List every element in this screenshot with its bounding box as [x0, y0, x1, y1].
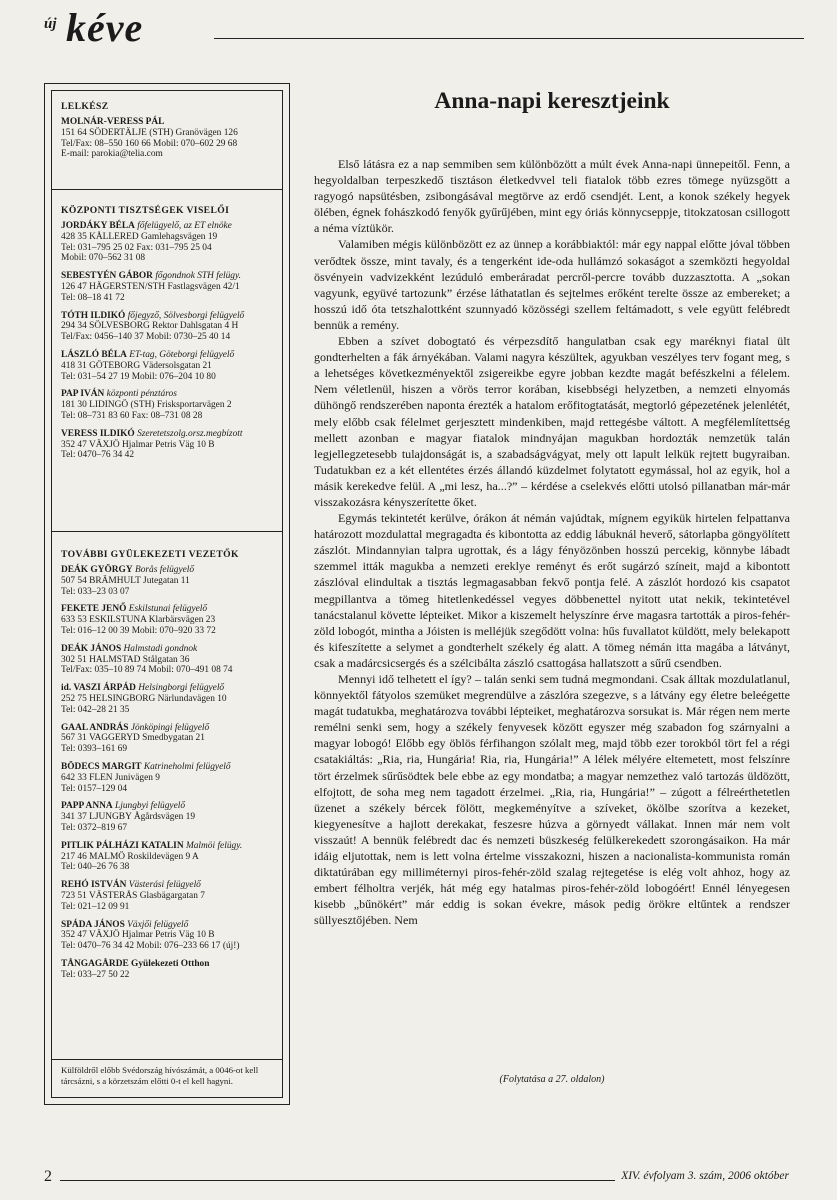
contact-line: Mobil: 070–562 31 08: [61, 253, 146, 264]
contact-role: ET-tag, Göteborgi felügyelő: [129, 349, 235, 360]
contact-entry: [61, 644, 282, 676]
pastor-line: 151 64 SÖDERTÄLJE (STH) Granövägen 126: [61, 127, 238, 138]
contact-entry: [61, 959, 282, 981]
issue-info: XIV. évfolyam 3. szám, 2006 október: [621, 1170, 789, 1182]
contact-name: BÖDECS MARGIT: [61, 761, 142, 772]
contact-line: Tel: 08–731 83 60 Fax: 08–731 08 28: [61, 410, 203, 421]
contact-line: Tel: 016–12 00 39 Mobil: 070–920 33 72: [61, 625, 216, 636]
contact-line: Tel: 0470–76 34 42 Mobil: 076–233 66 17 (új!): [61, 941, 240, 952]
contact-role: Szeretetszolg.orsz.megbízott: [137, 428, 243, 439]
contact-heading: [61, 311, 282, 322]
contact-name: SEBESTYÉN GÁBOR: [61, 271, 153, 282]
contact-line: 217 46 MALMÖ Roskildevägen 9 A: [61, 851, 199, 862]
contact-role: Katrineholmi felügyelő: [143, 761, 231, 772]
contact-entry: [61, 271, 282, 303]
contact-entry: [61, 683, 282, 715]
contact-line: 252 75 HELSINGBORG Närlundavägen 10: [61, 693, 227, 704]
pastor-section-title: LELKÉSZ: [61, 101, 109, 112]
article-paragraph: Mennyi idő telhetett el így? – talán senki sem tudná megmondani. Csak álltak mozdulatlanul, könnyektől fátyolos szemüket megrendülve a zászlóra szegezve, s a látvány egy életre beleégette magát tudatukba, meghatározva további lépteiket, meghatározva sorsukat is. Már régen nem merte remélni senki sem, hogy a székely fenyvesek között egyszer még szabadon fog szárnyalni a magyar lobogó! Előbb egy öblös férfihangon szólalt meg, majd több ezer torokból tört fel a régi csatakiáltás: „Ria, ria, Hungária! Ria, ria, Hungária!” A lélek mélyére eltemetett, most felszínre tört érzelmek sűrűsödtek bele ebbe az egy mondatba; a magyar nemzethez való tartozás üldözött, elfojtott, de soha meg nem tagadott érzelmei. „Ria, ria, Hungária!” – zúgott a félreérthetetlen üzenet a székely bércek fölött, megkeményítve a szíveket, ökölbe szorítva a kezeket, kiegyenesítve a hajlott derekakat, feszesre húzva a görnyedt vállakat. Innen már nem volt visszaút! A bennük felébredt dac és nemzeti büszkeség felülkerekedett szorongásaikon. Ha már idáig eljutottak, nem is lett volna értelme visszakozni, hiszen a nacionalista-kommunista román diktatúrában egy milliméternyi piros-fehér-zöld szalag rejtegetése is elég volt ahhoz, hogy az embert félholtra verjék, hát még egy hatalmas piros-fehér-zöld lobogóért! Ennél lényegesen kisebb „bűnökért” már eddig is sokan évekre, mások pedig örökre eltűntek a rendszer süllyesztőjében. Nem: [314, 672, 790, 928]
contact-line: Tel: 08–18 41 72: [61, 292, 125, 303]
contacts-sidebar-inner: [51, 90, 283, 1098]
contact-line: Tel: 042–28 21 35: [61, 704, 130, 715]
contact-name: TÅNGAGÅRDE Gyülekezeti Otthon: [61, 958, 210, 969]
contact-line: Tel: 0157–129 04: [61, 783, 128, 794]
pastor-entry: [61, 117, 282, 160]
contact-entry: [61, 565, 282, 597]
pastor-line: Tel/Fax: 08–550 160 66 Mobil: 070–602 29 68: [61, 138, 238, 149]
contact-role: főgondnok STH felügy.: [155, 271, 241, 282]
contact-name: PITLIK PÁLHÁZI KATALIN: [61, 840, 184, 851]
contact-name: LÁSZLÓ BÉLA: [61, 349, 127, 360]
dialing-note: Külföldről előbb Svédország hívószámát, a 0046-ot kell tárcsázni, s a körzetszám előtti 0-t el kell hagyni.: [61, 1065, 259, 1086]
contact-name: PAPP ANNA: [61, 801, 113, 812]
contact-role: Växjői felügyelő: [127, 919, 189, 930]
contact-role: Västerási felügyelő: [128, 880, 201, 891]
leaders-list: [52, 565, 282, 981]
section-divider: [52, 531, 282, 532]
contact-heading: [61, 565, 282, 576]
contact-line: 181 30 LIDINGÖ (STH) Frisksportarvägen 2: [61, 400, 232, 411]
pastor-section: [52, 101, 282, 167]
masthead: [44, 5, 804, 50]
contact-line: Tel: 033–23 03 07: [61, 586, 130, 597]
contact-name: TÓTH ILDIKÓ: [61, 310, 126, 321]
section-divider: [52, 1059, 282, 1060]
contact-role: Ljungbyi felügyelő: [115, 801, 186, 812]
contacts-sidebar: [44, 83, 290, 1105]
contact-heading: [61, 920, 282, 931]
central-section: [52, 205, 282, 468]
contact-heading: [61, 604, 282, 615]
contact-line: Tel: 033–27 50 22: [61, 969, 130, 980]
contact-line: 633 53 ESKILSTUNA Klarbärsvägen 23: [61, 615, 216, 626]
contact-heading: [61, 271, 282, 282]
masthead-rule: [214, 38, 804, 39]
contact-name: FEKETE JENŐ: [61, 604, 127, 615]
contact-heading: [61, 683, 282, 694]
contact-line: Tel: 0470–76 34 42: [61, 450, 135, 461]
contact-heading: [61, 841, 282, 852]
footer-rule: [60, 1180, 615, 1181]
masthead-small: új: [44, 16, 57, 32]
contact-heading: [61, 801, 282, 812]
contact-name: VERESS ILDIKÓ: [61, 428, 135, 439]
contact-line: 418 31 GÖTEBORG Vädersolsgatan 21: [61, 360, 212, 371]
leaders-section-title: TOVÁBBI GYÜLEKEZETI VEZETŐK: [61, 549, 239, 560]
contact-line: Tel: 031–54 27 19 Mobil: 076–204 10 80: [61, 371, 216, 382]
page-number: 2: [44, 1168, 52, 1185]
contact-line: 352 47 VÄXJÖ Hjalmar Petris Väg 10 B: [61, 930, 215, 941]
contact-role: főjegyző, Sölvesborgi felügyelő: [127, 310, 245, 321]
contact-heading: [61, 389, 282, 400]
contact-entry: [61, 350, 282, 382]
article-paragraph: Első látásra ez a nap semmiben sem különbözött a múlt évek Anna-napi ünnepeitől. Fenn, a hegyoldalban terpeszkedő tisztáson életkedvvel teli fiatalok több ezres tömege nyüzsgött a ragyogó napsütésben, zsibongásával megtörve az erdő csendjét. Lent, a konok székely hegyek ölében, égnek fohászkodó fenyők gyűrűjében, mint egy óriás könnycseppje, titokzatosan csillogott a néma víztükör.: [314, 157, 790, 236]
contact-entry: [61, 920, 282, 952]
contact-entry: [61, 762, 282, 794]
leaders-section: [52, 549, 282, 988]
contact-name: SPÁDA JÁNOS: [61, 919, 125, 930]
contact-heading: [61, 762, 282, 773]
contact-line: 294 34 SÖLVESBORG Rektor Dahlsgatan 4 H: [61, 321, 239, 332]
article-title: Anna-napi keresztjeink: [434, 88, 670, 114]
contact-line: Tel: 040–26 76 38: [61, 862, 130, 873]
contact-line: Tel: 031–795 25 02 Fax: 031–795 25 04: [61, 242, 212, 253]
contact-role: Borås felügyelő: [134, 565, 195, 575]
contact-role: Helsingborgi felügyelő: [138, 683, 225, 694]
contact-heading: [61, 350, 282, 361]
contact-line: Tel: 021–12 09 91: [61, 901, 130, 912]
contact-line: Tel/Fax: 0456–140 37 Mobil: 0730–25 40 14: [61, 332, 231, 343]
contact-line: Tel/Fax: 035–10 89 74 Mobil: 070–491 08 74: [61, 665, 233, 676]
central-list: [52, 221, 282, 461]
contact-entry: [61, 880, 282, 912]
contact-name: PAP IVÁN: [61, 389, 105, 400]
contact-line: 723 51 VÄSTERÅS Glasbägargatan 7: [61, 890, 205, 901]
contact-line: 642 33 FLEN Junivägen 9: [61, 772, 160, 783]
contact-heading: [61, 429, 282, 440]
contact-name: REHÓ ISTVÁN: [61, 880, 127, 891]
pastor-name: MOLNÁR-VERESS PÁL: [61, 117, 165, 127]
continuation-note: (Folytatása a 27. oldalon): [499, 1074, 605, 1085]
contact-line: 428 35 KÅLLERED Gamlehagsvägen 19: [61, 231, 218, 242]
contact-name: JORDÁKY BÉLA: [61, 221, 135, 231]
contact-heading: [61, 880, 282, 891]
contact-role: központi pénztáros: [106, 389, 177, 400]
contact-line: Tel: 0393–161 69: [61, 744, 128, 755]
contact-line: 341 37 LJUNGBY Ågårdsvägen 19: [61, 812, 196, 823]
contact-line: 567 31 VAGGERYD Smedbygatan 21: [61, 733, 205, 744]
contact-line: 352 47 VÄXJÖ Hjalmar Petris Väg 10 B: [61, 439, 215, 450]
contact-entry: [61, 841, 282, 873]
contact-line: 507 54 BRÄMHULT Jutegatan 11: [61, 575, 190, 586]
contact-role: Malmöi felügy.: [185, 840, 243, 851]
article-paragraph: Valamiben mégis különbözött ez az ünnep a korábbiaktól: már egy nappal előtte jóval többen verődtek össze, mint tavaly, és a tengerként ide-oda hullámzó sokaságot a szemközti hegyoldal ösvényein vadvizekként lezúduló emberáradat percről-percre tovább duzzasztotta. A „sokan vagyunk, együvé tartozunk” érzése láthatatlan és sejtelmes erőként terelte össze az embereket; a hosszú idő óta tetszhalottként szunnyadó közösségi szellem feltámadott, s vele együtt felébredt bennük a remény.: [314, 237, 790, 332]
pastor-line: E-mail: parokia@telia.com: [61, 149, 163, 160]
contact-entry: [61, 221, 282, 264]
article-body: [314, 156, 790, 929]
contact-heading: [61, 723, 282, 734]
contact-entry: [61, 311, 282, 343]
contact-entry: [61, 389, 282, 421]
contact-entry: [61, 801, 282, 833]
contact-line: 302 51 HALMSTAD Stålgatan 36: [61, 654, 190, 665]
contact-entry: [61, 604, 282, 636]
contact-name: id. VASZI ÁRPÁD: [61, 683, 136, 694]
contact-entry: [61, 723, 282, 755]
masthead-logo: kéve: [66, 5, 144, 50]
contact-entry: [61, 429, 282, 461]
contact-name: GAAL ANDRÁS: [61, 722, 129, 733]
article-paragraph: Ebben a szívet dobogtató és vérpezsdítő hangulatban csak egy maréknyi fiatal ült gondterhelten a fák árnyékában. Valami nagyra készültek, agyukban veszélyes terv fogant meg, s a lehetséges következményektől zsigereikbe egyre jobban kezdte magát befészkelni a félelem. Nem véletlenül, hiszen a vörös terror korában, kisebbségi helyzetben, a nemzeti elnyomás dühöngő rendszerében naponta érezték a hatalom erőfitogtatását, megtorló gépezetének jelenlétét, mely előbb csak félelmet gerjesztett mindenkiben, majd rettegésbe váltott. A megfélemlítettség mellett azonban e magyar fiatalok mindnyájan magukban hordozták nemzetük talán legjellegzetesebb tulajdonságát is, a szabadságvágyat, mely ott lapult lelkük rejtett bugyraiban. Tudatukban ez a két ellentétes érzés állandó küzdelmet folytatott egymással, hol az egyik, hol a másik kerekedve felül. A „mi lesz, ha...?” – kérdése a cselekvés előtti utolsó pillanatban már-már visszakozásra kényszerítette őket.: [314, 334, 790, 509]
contact-line: 126 47 HÄGERSTEN/STH Fastlagsvägen 42/1: [61, 281, 240, 292]
contact-role: Halmstadi gondnok: [123, 643, 198, 654]
contact-role: főfelügyelő, az ET elnöke: [137, 221, 232, 231]
contact-heading: [61, 644, 282, 655]
contact-role: Eskilstunai felügyelő: [128, 604, 208, 615]
central-section-title: KÖZPONTI TISZTSÉGEK VISELŐI: [61, 205, 230, 216]
contact-line: Tel: 0372–819 67: [61, 822, 128, 833]
contact-heading: [61, 221, 282, 232]
contact-name: DEÁK JÁNOS: [61, 643, 122, 654]
article-header: [314, 88, 790, 114]
contact-heading: [61, 959, 282, 970]
contact-role: Jönköpingi felügyelő: [130, 722, 210, 733]
article-paragraph: Egymás tekintetét kerülve, órákon át némán vajúdtak, mígnem egyikük hirtelen felpattanva határozott mozdulattal megragadta és kibontotta az eddig lábuknál heverő, sátorlapba göngyölített zászlót. Mindannyian talpra ugrottak, és a lágy fényözönben hosszú percekig, könnybe lábadt szemmel itták magukba a nemzeti ereklye reményt és erőt sugárzó színeit, majd a kibontott zászlóval elindultak a tisztás legmagasabban fekvő pontja felé. A zászlót hordozó kis csapatot megpillantva a tömeg hitetlenkedéssel vegyes döbbenettel nyitott utat nekik, tekintetével tanácstalanul követte lépteiket. Mikor a kiszemelt helyszínre érve magasra tartották a piros-fehér-zöld lobogót, mintha a Jóisten is melléjük szegődött volna: hűs fuvallatot küldött, mely belekapott és kifeszítette a selymet a gondterhelt székely ég alatt. A tömeg némán itta magába a látványt, csak a madárcsicsergés és a szélcibálta zászló csattogása hallatszott a sűrű csendben.: [314, 511, 790, 670]
section-divider: [52, 189, 282, 190]
contact-name: DEÁK GYÖRGY: [61, 565, 133, 575]
